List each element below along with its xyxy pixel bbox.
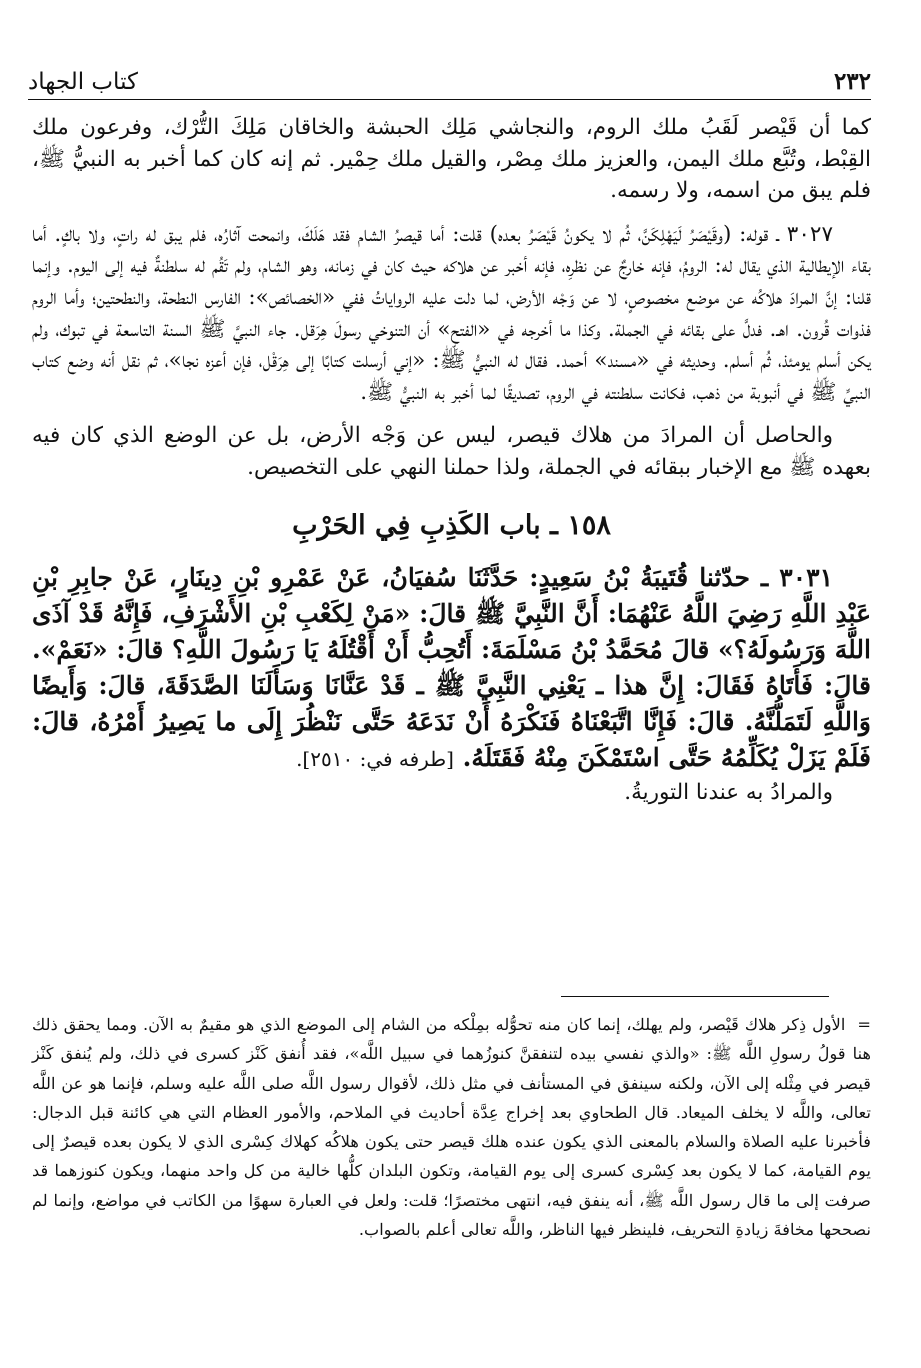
footnote-divider bbox=[561, 996, 829, 997]
hadith-text bbox=[32, 560, 871, 777]
footnotes bbox=[32, 1010, 871, 1244]
footnote-body: الأول ذِكر هلاك قَيْصر، ولم يهلك، إنما كان منه تحوُّله بمِلْكه من الشام إلى الموضع الذي هو مقيمٌ به الآن. ومما يحقق ذلك هنا قولُ رسولِ اللَّه ﷺ: «والذي نفسي بيده لتنفقنَّ كنوزُهما في سبيل اللَّه»، فقد أُنفق كَنْز كسرى في ذلك، ولم يُنفق كَنْز قيصر في مِثْله إلى الآن، ولكنه سينفق في المستأنف في مثل ذلك، لأقوال رسول اللَّه صلى اللَّه عليه وسلم، فإنما هو عن اللَّه تعالى، واللَّه لا يخلف الميعاد. قال الطحاوي بعد إخراج عِدَّة أحاديث في الملاحم، والأمور العظام التي هي كائنة قبل الدجال: فأخبرنا عليه الصلاة والسلام بالمعنى الذي يكون عنده هلك قيصر حتى يكون هلاكُه كهلاك كِسْرى الذي لا يكون بعده قيصرٌ إلى يوم القيامة، كما لا يكون بعد كِسْرى كسرى إلى يوم القيامة، وتكون البلدان كلُّها خالية من كل واحد منهما، ويكون كنوزهما قد صرفت إلى ما قال رسول اللَّه ﷺ، أنه ينفق فيه، انتهى مختصرًا؛ قلت: ولعل في العبارة سهوًا من الكاتب في مواضع، وإنما لم نصححها مخافةَ زيادةِ التحريف، فلينظر فيها الناظر، واللَّه تعالى أعلم بالصواب. bbox=[32, 1015, 871, 1240]
chapter-heading: ١٥٨ ـ باب الكَذِبِ فِي الحَرْبِ bbox=[292, 509, 611, 541]
running-title: كتاب الجهاد bbox=[28, 69, 138, 95]
footnote-text bbox=[32, 1010, 871, 1244]
commentary-paragraph: كما أن قَيْصر لَقَبُ ملك الروم، والنجاشي مَلِك الحبشة والخاقان مَلِكَ التُّرْك، وفرعون ملك القِبْط، وتُبَّع ملك اليمن، والعزيز ملك مِصْر، والقيل ملك حِمْير. ثم إنه كان كما أخبر به النبيُّ ﷺ، فلم يبق من اسمه، ولا رسمه. bbox=[32, 115, 871, 204]
commentary-paragraph: والحاصل أن المرادَ من هلاك قيصر، ليس عن وَجْه الأرض، بل عن الوضع الذي كان فيه بعهده ﷺ مع الإخبار ببقائه في الجملة، ولذا حملنا النهي على التخصيص. bbox=[32, 423, 871, 480]
page-number: ٢٣٢ bbox=[833, 68, 871, 95]
main-text bbox=[32, 112, 871, 808]
commentary-paragraph: ٣٠٢٧ ـ قوله: (وقَيْصَرُ لَيَهْلِكَنَّ، ثُم لا يكونُ قَيْصَرُ بعده) قلت: أما قيصرُ الشام فقد هَلَكَ، وانمحت آثارُه، فلم يبق له راتٍ، ولا باكٍ. أما بقاء الإيطالية الذي يقال له: الرومُ، فإنه خارجٌ عن نظرِه، فإنه أخبر عن هلاكه حيث كان في زمانه، وهو الشام، ولم تَقُم له سلطنةٌ فيه إلى اليوم. وإنما قلنا: إنَّ المرادَ هلاكُه عن موضع مخصوصٍ، لا عن وَجْه الأرض، لما دلت عليه الرواياتُ ففي «الخصائص»: الفارس النطحة، والنطحتين؛ وأما الروم فذوات قُرون. اهـ. فدلَّ على بقائه في الجملة. وكذا ما أخرجه في «الفتح» أن التنوخي رسولَ هِرَقل. جاء النبيَّ ﷺ السنة التاسعة في تبوك، ولم يكن أسلم يومئذ، ثُم أسلم. وحديثه في «مسند» أحمد. فقال له النبيُّ ﷺ: «إني أرسلت كتابًا إلى هِرَقْل، فإن أعزه نجا»، ثم نقل أنه وضع كتاب النبيِّ ﷺ في أنبوبة من ذهب، فكانت سلطنته في الروم، تصديقًا لما أخبر به النبيُّ ﷺ. bbox=[32, 221, 871, 405]
footnote-marker: = bbox=[857, 1015, 871, 1034]
hadith-body: ٣٠٣١ ـ حدّثنا قُتَيبَةُ بْنُ سَعِيدٍ: حَدَّثَنَا سُفيَانُ، عَنْ عَمْرِو بْنِ دِينَارٍ، عَنْ جابِرِ بْنِ عَبْدِ اللَّهِ رَضِيَ اللَّهُ عَنْهُمَا: أَنَّ النَّبِيَّ ﷺ قالَ: «مَنْ لِكَعْبِ بْنِ الأَشْرَفِ، فَإِنَّهُ قَدْ آذَى اللَّهَ وَرَسُولَهُ؟» قالَ مُحَمَّدُ بْنُ مَسْلَمَةَ: أَتُحِبُّ أَنْ أَقْتُلَهُ يَا رَسُولَ اللَّهِ؟ قالَ: «نَعَمْ». قالَ: فَأَتَاهُ فَقَالَ: إِنَّ هذا ـ يَعْنِي النَّبِيَّ ﷺ ـ قَدْ عَنَّانَا وَسَأَلَنَا الصَّدَقَةَ، قالَ: وَأَيضًا وَاللَّهِ لَتَمَلُّنَّهُ. قالَ: فَإِنَّا اتَّبَعْنَاهُ فَنَكْرَهُ أَنْ نَدَعَهُ حَتَّى نَنْظُرَ إِلَى ما يَصِيرُ أَمْرُهُ، قالَ: فَلَمْ يَزَلْ يُكَلِّمُهُ حَتَّى اسْتَمْكَنَ مِنْهُ فَقَتَلَهُ. bbox=[32, 562, 871, 772]
page-header bbox=[28, 55, 871, 100]
hadith-reference: [طرفه في: ٢٥١٠]. bbox=[296, 746, 454, 771]
commentary-note: والمرادُ به عندنا التوريةُ. bbox=[624, 779, 833, 805]
